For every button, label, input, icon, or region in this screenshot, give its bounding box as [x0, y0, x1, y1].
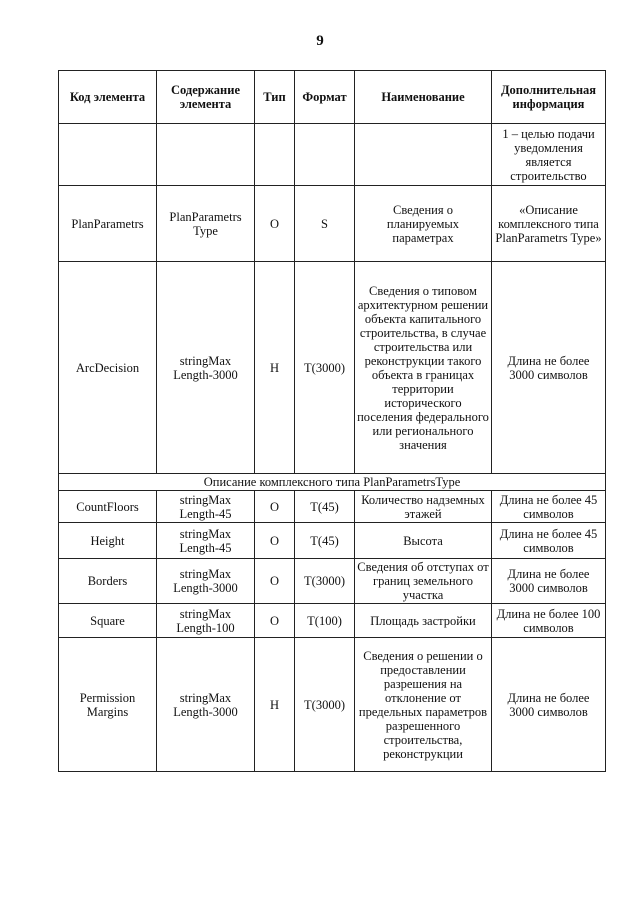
table-row	[59, 186, 606, 262]
header-content: Содержание элемента	[157, 71, 255, 124]
cell-type: О	[255, 491, 295, 523]
cell-code	[59, 124, 157, 186]
cell-content: stringMax Length-100	[157, 604, 255, 638]
table-row	[59, 262, 606, 474]
cell-format	[295, 124, 355, 186]
cell-format: T(45)	[295, 523, 355, 559]
header-extra-info: Дополнительная информация	[492, 71, 606, 124]
cell-code: CountFloors	[59, 491, 157, 523]
page-number: 9	[316, 33, 324, 49]
table-body	[59, 124, 606, 772]
table-row	[59, 124, 606, 186]
header-type: Тип	[255, 71, 295, 124]
cell-type: О	[255, 559, 295, 604]
section-title: Описание комплексного типа PlanParametrsType	[59, 474, 606, 491]
cell-name: Количество надземных этажей	[355, 491, 492, 523]
cell-extra-info: Длина не более 45 символов	[492, 523, 606, 559]
cell-format: T(3000)	[295, 262, 355, 474]
element-table	[58, 70, 606, 772]
cell-format: T(3000)	[295, 559, 355, 604]
cell-code: Square	[59, 604, 157, 638]
table-row	[59, 604, 606, 638]
cell-format: T(100)	[295, 604, 355, 638]
cell-name: Сведения о планируемых параметрах	[355, 186, 492, 262]
cell-content	[157, 124, 255, 186]
cell-extra-info: Длина не более 100 символов	[492, 604, 606, 638]
cell-content: stringMax Length-3000	[157, 262, 255, 474]
cell-name: Сведения об отступах от границ земельного участка	[355, 559, 492, 604]
table-row	[59, 559, 606, 604]
cell-code: Borders	[59, 559, 157, 604]
cell-name: Сведения о решении о предоставлении разрешения на отклонение от предельных параметров разрешенного строительства, реконструкции	[355, 638, 492, 772]
cell-content: stringMax Length-45	[157, 491, 255, 523]
cell-format: S	[295, 186, 355, 262]
cell-name: Сведения о типовом архитектурном решении объекта капитального строительства, в случае строительства или реконструкции такого объекта в границах территории исторического поселения федерального или регионального значения	[355, 262, 492, 474]
cell-type: О	[255, 186, 295, 262]
cell-name	[355, 124, 492, 186]
section-title-row	[59, 474, 606, 491]
cell-format: T(3000)	[295, 638, 355, 772]
table-header-row	[59, 71, 606, 124]
cell-content: stringMax Length-3000	[157, 559, 255, 604]
header-name: Наименование	[355, 71, 492, 124]
table-row	[59, 638, 606, 772]
cell-type	[255, 124, 295, 186]
cell-content: PlanParametrs Type	[157, 186, 255, 262]
cell-extra-info: «Описание комплексного типа PlanParametrs Type»	[492, 186, 606, 262]
cell-name: Высота	[355, 523, 492, 559]
cell-type: О	[255, 604, 295, 638]
cell-content: stringMax Length-3000	[157, 638, 255, 772]
cell-type: Н	[255, 262, 295, 474]
cell-code: Permission Margins	[59, 638, 157, 772]
table-row	[59, 523, 606, 559]
header-code: Код элемента	[59, 71, 157, 124]
cell-format: T(45)	[295, 491, 355, 523]
cell-extra-info: Длина не более 3000 символов	[492, 262, 606, 474]
table-row	[59, 491, 606, 523]
cell-code: PlanParametrs	[59, 186, 157, 262]
cell-code: Height	[59, 523, 157, 559]
header-format: Формат	[295, 71, 355, 124]
cell-extra-info: Длина не более 45 символов	[492, 491, 606, 523]
cell-type: Н	[255, 638, 295, 772]
cell-name: Площадь застройки	[355, 604, 492, 638]
cell-extra-info: Длина не более 3000 символов	[492, 638, 606, 772]
cell-extra-info: 1 – целью подачи уведомления является строительство	[492, 124, 606, 186]
cell-type: О	[255, 523, 295, 559]
cell-extra-info: Длина не более 3000 символов	[492, 559, 606, 604]
cell-content: stringMax Length-45	[157, 523, 255, 559]
cell-code: ArcDecision	[59, 262, 157, 474]
